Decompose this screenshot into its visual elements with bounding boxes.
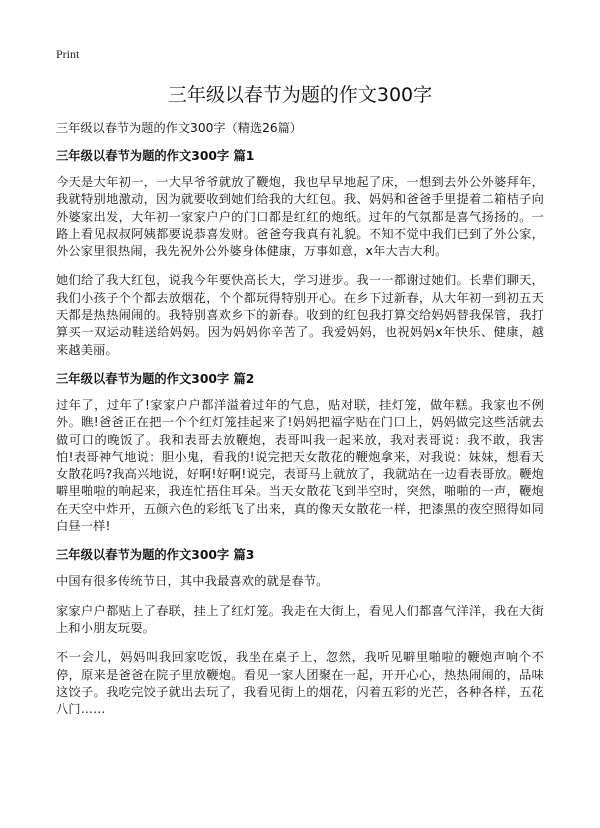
paragraph: 中国有很多传统节日，其中我最喜欢的就是春节。 bbox=[56, 574, 329, 589]
paragraph: 过年了，过年了!家家户户都洋溢着过年的气息，贴对联，挂灯笼，做年糕。我家也不例外。瞧!爸爸正在把一个个红灯笼挂起来了!妈妈把福字贴在门口上，妈妈做完这些活就去做可口的晚饭了。我和表哥去放鞭炮，表哥叫我一起来放，我对表哥说：我不敢，我害怕!表哥神气地说：胆小鬼，看我的!说完把天女散花的鞭炮拿来，对我说：妹妹，想看天女散花吗?我高兴地说，好啊!好啊!说完，表哥马上就放了，我就站在一边看表哥放。鞭炮噼里啪啦的响起来，我连忙捂住耳朵。当天女散花飞到半空时，突然，啪啪的一声，鞭炮在天空中炸开，五颜六色的彩纸飞了出来，真的像天女散花一样，把漆黑的夜空照得如同白昼一样! bbox=[56, 397, 544, 534]
paragraph: 今天是大年初一，一大早爷爷就放了鞭炮，我也早早地起了床，一想到去外公外婆拜年，我就特别地激动，因为就要收到她们给我的大红包。我、妈妈和爸爸手里提着二箱桔子向外婆家出发，大年初一家家户户的门口都是红红的炮纸。过年的气氛都是喜气扬扬的。一路上看见叔叔阿姨都要说恭喜发财。爸爸夸我真有礼貌。不知不觉中我们已到了外公家，外公家里很热闹，我先祝外公外婆身体健康，万事如意，x年大吉大利。 bbox=[56, 175, 544, 259]
article-body bbox=[56, 120, 544, 730]
paragraph: 不一会儿，妈妈叫我回家吃饭，我坐在桌子上，忽然，我听见噼里啪啦的鞭炮声响个不停，原来是爸爸在院子里放鞭炮。看见一家人团聚在一起，开开心心，热热闹闹的，品味这饺子。我吃完饺子就出去玩了，我看见街上的烟花，闪着五彩的光芒，各种各样，五花八门…… bbox=[56, 650, 544, 717]
print-link[interactable]: Print bbox=[56, 47, 80, 61]
page-title: 三年级以春节为题的作文300字 bbox=[167, 84, 433, 106]
paragraph: 家家户户都贴上了春联，挂上了红灯笼。我走在大街上，看见人们都喜气洋洋，我在大街上和小朋友玩耍。 bbox=[56, 603, 544, 635]
article-subtitle: 三年级以春节为题的作文300字（精选26篇） bbox=[56, 121, 302, 135]
essay-section-2 bbox=[56, 371, 544, 535]
essay-section-3 bbox=[56, 547, 544, 718]
section-heading: 三年级以春节为题的作文300字 篇1 bbox=[56, 149, 255, 163]
section-heading: 三年级以春节为题的作文300字 篇2 bbox=[56, 371, 255, 386]
essay-section-1 bbox=[56, 148, 544, 359]
paragraph: 她们给了我大红包，说我今年要快高长大，学习进步。我一一都谢过她们。长辈们聊天，我们小孩子个个都去放烟花，个个都玩得特别开心。在乡下过新春，从大年初一到初五天天都是热热闹闹的。我特别喜欢乡下的新春。收到的红包我打算交给妈妈替我保管，我打算买一双运动鞋送给妈妈。因为妈妈你辛苦了。我爱妈妈，也祝妈妈x年快乐、健康，越来越美丽。 bbox=[56, 273, 544, 357]
section-heading: 三年级以春节为题的作文300字 篇3 bbox=[56, 548, 255, 563]
